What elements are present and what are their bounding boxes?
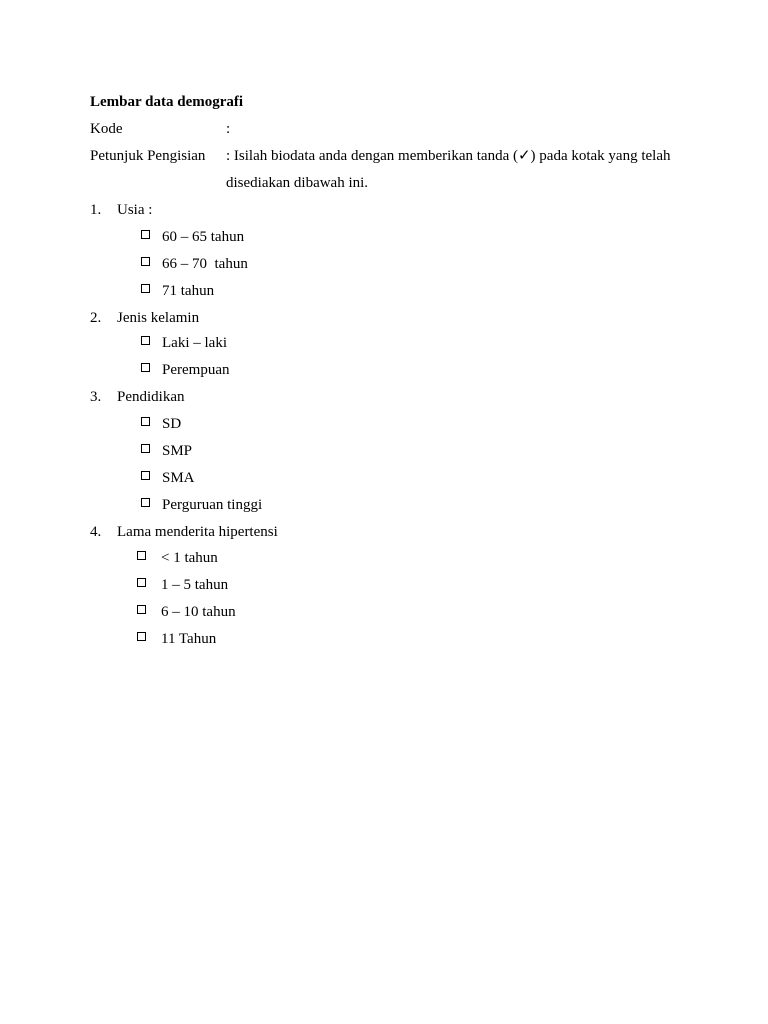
option-label: SMA [162, 470, 195, 486]
option-label: < 1 tahun [161, 550, 218, 566]
checkbox-smp[interactable] [141, 444, 150, 453]
option-label: Laki – laki [162, 335, 227, 351]
checkbox-usia-60-65[interactable] [141, 230, 150, 239]
option-label: Perguruan tinggi [162, 497, 263, 513]
question-number: 4. [90, 524, 102, 540]
petunjuk-text-line1: : Isilah biodata anda dengan memberikan tanda (✓) pada kotak yang telah [226, 148, 671, 164]
checkbox-11-tahun[interactable] [137, 632, 146, 641]
kode-colon: : [226, 121, 231, 137]
checkbox-kurang-1-tahun[interactable] [137, 551, 146, 560]
question-number: 3. [90, 389, 102, 405]
checkbox-6-10-tahun[interactable] [137, 605, 146, 614]
checkbox-laki-laki[interactable] [141, 336, 150, 345]
kode-label: Kode [90, 121, 123, 137]
checkbox-usia-66-70[interactable] [141, 257, 150, 266]
checkbox-sma[interactable] [141, 471, 150, 480]
checkbox-perguruan-tinggi[interactable] [141, 498, 150, 507]
question-label-lama-hipertensi: Lama menderita hipertensi [117, 524, 278, 540]
option-label: 60 – 65 tahun [162, 229, 245, 245]
option-label: SD [162, 416, 182, 432]
checkbox-1-5-tahun[interactable] [137, 578, 146, 587]
question-number: 1. [90, 202, 102, 218]
option-label: 66 – 70 tahun [162, 256, 248, 272]
question-label-usia: Usia : [117, 202, 153, 218]
option-label: Perempuan [162, 362, 230, 378]
checkbox-perempuan[interactable] [141, 363, 150, 372]
checkbox-sd[interactable] [141, 417, 150, 426]
petunjuk-text-line2: disediakan dibawah ini. [226, 175, 369, 191]
option-label: 71 tahun [162, 283, 215, 299]
option-label: SMP [162, 443, 193, 459]
question-number: 2. [90, 310, 102, 326]
question-label-jenis-kelamin: Jenis kelamin [117, 310, 200, 326]
question-label-pendidikan: Pendidikan [117, 389, 185, 405]
form-title: Lembar data demografi [90, 94, 244, 110]
checkbox-usia-71[interactable] [141, 284, 150, 293]
option-label: 11 Tahun [161, 631, 217, 647]
petunjuk-label: Petunjuk Pengisian [90, 148, 206, 164]
option-label: 6 – 10 tahun [161, 604, 236, 620]
option-label: 1 – 5 tahun [161, 577, 229, 593]
